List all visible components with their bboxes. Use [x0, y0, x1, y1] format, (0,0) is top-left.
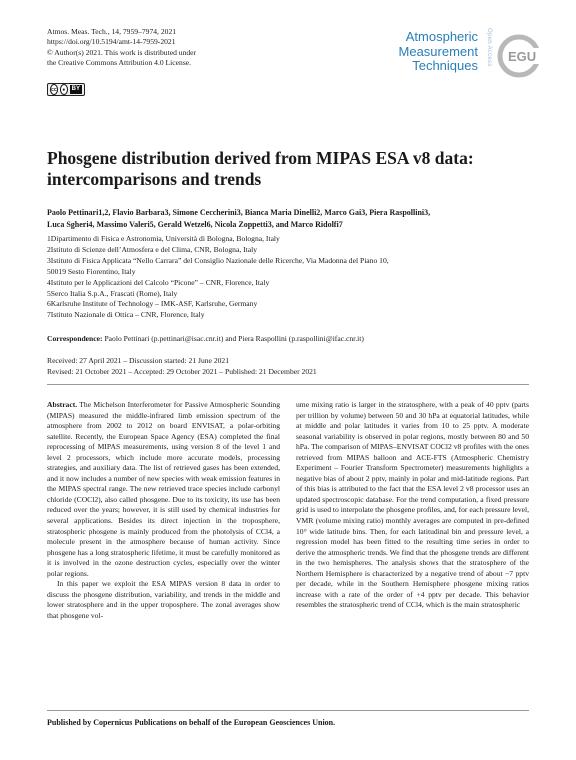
affiliation: 5Serco Italia S.p.A., Frascati (Rome), Italy: [47, 288, 178, 298]
article-metadata: [47, 27, 287, 69]
person-icon: ●: [60, 84, 68, 95]
abstract-column: [47, 400, 280, 621]
license-notice: the Creative Commons Attribution 4.0 License.: [47, 58, 192, 68]
correspondence: [47, 334, 527, 343]
correspondence-text: Paolo Pettinari (p.pettinari@isac.cnr.it) and Piera Raspollini (p.raspollini@ifac.cnr.it): [102, 334, 364, 343]
journal-name-line3: Techniques: [412, 58, 478, 73]
svg-text:EGU: EGU: [508, 49, 537, 64]
publisher-footer: Published by Copernicus Publications on behalf of the European Geosciences Union.: [47, 718, 336, 727]
abstract-continuation: ume mixing ratio is larger in the stratosphere, with a peak of 40 pptv (parts per trillion by volume) between 50 and 30 hPa at equatorial latitudes, while at middle and polar latitudes it varies from 10 to 25 pptv. A moderate seasonal variability is observed in polar regions, mostly between 80 and 50 hPa. The comparison of MIPAS–ENVISAT COCl2 v8 profiles with the ones retrieved from MIPAS balloon and ACE-FTS (Atmospheric Chemistry Experiment – Fourier Transform Spectrometer) measurements highlights a negative bias of about 2 pptv, mainly in polar and mid-latitude regions. Part of this bias is attributed to the fact that the ESA level 2 v8 processor uses an updated spectroscopic database. For the trend computation, a fixed pressure grid is used to interpolate the phosgene profiles, and, for each pressure level, VMR (volume mixing ratio) monthly averages are computed in pre-defined 10° wide latitude bins. Then, for each latitudinal bin and pressure level, a regression model has been fitted to the resulting time series in order to derive the atmospheric trends. We find that the phosgene trends are different in the two hemispheres. The analysis shows that the stratosphere of the Northern Hemisphere is characterized by a negative trend of about −7 pptv per decade, while in the Southern Hemisphere phosgene mixing ratios increase with a rate of the order of +4 pptv per decade. This behavior resembles the stratospheric trend of CCl4, which is the main stratospheric: [296, 400, 530, 610]
journal-name: [399, 30, 478, 74]
abstract-paragraph-1: [47, 400, 280, 579]
affiliation: 7Istituto Nazionale di Ottica – CNR, Florence, Italy: [47, 310, 205, 320]
copyright-notice: © Author(s) 2021. This work is distributed under: [47, 47, 197, 57]
abstract-label: Abstract.: [47, 400, 78, 409]
egu-logo-icon: [497, 34, 545, 78]
affiliation: 2Istituto di Scienze dell’Atmosfera e del Clima, CNR, Bologna, Italy: [47, 244, 258, 254]
title-line1: Phosgene distribution derived from MIPAS ESA v8 data:: [47, 148, 474, 168]
abstract-text: The Michelson Interferometer for Passive Atmospheric Sounding (MIPAS) measured the middle-infrared limb emission spectrum of the atmosphere from 2002 to 2012 on board ENVISAT, a polar-orbiting satellite. Recently, the European Space Agency (ESA) completed the final reprocessing of MIPAS measurements, using version 8 of the level 1 and level 2 processors, which include more accurate models, processing strategies, and auxiliary data. The list of retrieved gases has been extended, and it now includes a number of new species with weak emission features in the MIPAS spectral range. The new retrieved trace species include carbonyl chloride (COCl2), also called phosgene. Due to its toxicity, its use has been reduced over the years; however, it is still used by chemical industries for several applications. Besides its direct injection in the troposphere, stratospheric phosgene is mainly produced from the photolysis of CCl4, a molecule present in the atmosphere because of human activity. Since phosgene has a long stratospheric lifetime, it must be carefully monitored as it is involved in the ozone destruction cycles, especially over the winter polar regions.: [47, 400, 280, 578]
affiliation: 50019 Sesto Fiorentino, Italy: [47, 266, 136, 276]
affiliation: 1Dipartimento di Fisica e Astronomia, Università di Bologna, Bologna, Italy: [47, 234, 280, 243]
author-list: [47, 207, 529, 231]
publication-dates: [47, 356, 527, 377]
cc-by-license-badge[interactable]: [47, 83, 85, 96]
open-access-label: Open Access: [486, 28, 492, 67]
abstract-paragraph-2: In this paper we exploit the ESA MIPAS version 8 data in order to discuss the phosgene distribution, variability, and trends in the middle and lower stratosphere and in the upper troposphere. The zonal averages show that phosgene vol-: [47, 579, 280, 620]
affiliation: 6Karlsruhe Institute of Technology – IMK-ASF, Karlsruhe, Germany: [47, 299, 258, 309]
divider: [47, 384, 529, 385]
affiliation: 3Istituto di Fisica Applicata “Nello Carrara” del Consiglio Nazionale delle Ricerche, Via Madonna del Piano 10,: [47, 255, 389, 265]
journal-name-line1: Atmospheric: [405, 29, 478, 44]
dates-line1: Received: 27 April 2021 – Discussion started: 21 June 2021: [47, 356, 230, 365]
journal-reference: Atmos. Meas. Tech., 14, 7959–7974, 2021: [47, 27, 177, 36]
title-line2: intercomparisons and trends: [47, 168, 262, 189]
authors-line1: Paolo Pettinari1,2, Flavio Barbara3, Simone Ceccherini3, Bianca Maria Dinelli2, Marco Gai3, Piera Raspollini3,: [47, 208, 431, 217]
affiliation: 4Istituto per le Applicazioni del Calcolo “Picone” – CNR, Florence, Italy: [47, 277, 270, 287]
affiliations: [47, 234, 527, 321]
cc-logo-icon: cc: [50, 84, 58, 95]
paper-title: [47, 148, 527, 189]
cc-badge-text: BY: [71, 86, 80, 92]
doi-link[interactable]: https://doi.org/10.5194/amt-14-7959-2021: [47, 37, 176, 47]
footer-divider: [47, 710, 529, 711]
authors-line2: Luca Sgheri4, Massimo Valeri5, Gerald Wetzel6, Nicola Zoppetti3, and Marco Ridolfi7: [47, 220, 343, 229]
correspondence-label: Correspondence:: [47, 334, 103, 343]
abstract-column-right: [296, 400, 529, 611]
dates-line2: Revised: 21 October 2021 – Accepted: 29 October 2021 – Published: 21 December 2021: [47, 366, 317, 376]
journal-name-line2: Measurement: [398, 43, 478, 59]
